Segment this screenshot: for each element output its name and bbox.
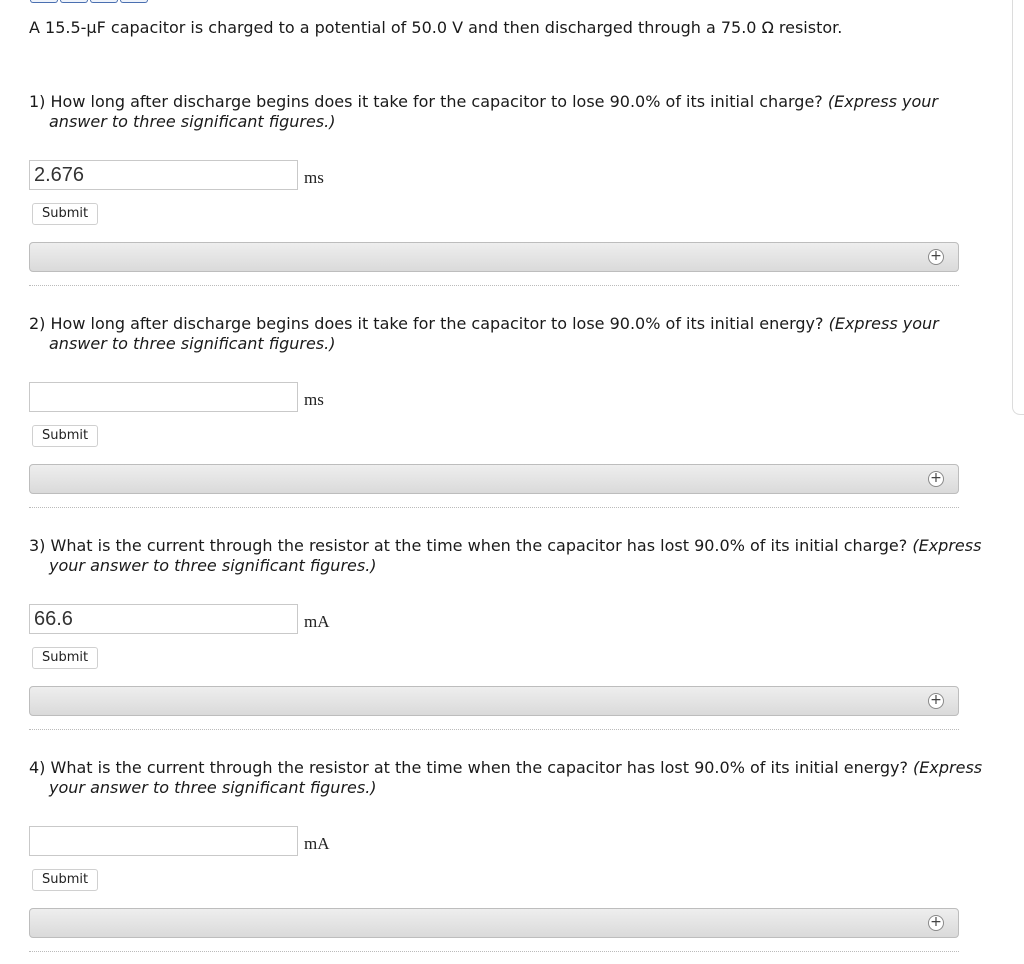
top-tab[interactable] [30, 0, 58, 3]
question-2 [0, 314, 1010, 536]
submit-button[interactable]: Submit [32, 869, 98, 891]
feedback-panel[interactable] [29, 686, 959, 716]
plus-circle-icon[interactable]: + [928, 915, 944, 931]
question-text [29, 92, 989, 132]
scrollbar-track[interactable] [1012, 0, 1024, 415]
question-hint: (Express your answer to three significant figures.) [49, 536, 982, 575]
question-prompt: 3) What is the current through the resistor at the time when the capacitor has lost 90.0% of its initial charge? [29, 536, 913, 555]
feedback-panel[interactable] [29, 242, 959, 272]
answer-input[interactable] [29, 604, 298, 634]
answer-input[interactable] [29, 826, 298, 856]
feedback-panel[interactable] [29, 464, 959, 494]
plus-circle-icon[interactable]: + [928, 693, 944, 709]
question-text [29, 758, 989, 798]
question-hint: (Express your answer to three significant figures.) [49, 314, 939, 353]
top-tab[interactable] [90, 0, 118, 3]
unit-label: ms [304, 168, 324, 187]
top-tab-strip [30, 0, 150, 3]
top-tab[interactable] [60, 0, 88, 3]
answer-input[interactable] [29, 382, 298, 412]
question-text [29, 314, 989, 354]
problem-statement: A 15.5-μF capacitor is charged to a potential of 50.0 V and then discharged through a 75.0 Ω resistor. [29, 18, 843, 37]
plus-circle-icon[interactable]: + [928, 471, 944, 487]
top-tab[interactable] [120, 0, 148, 3]
unit-label: mA [304, 834, 330, 853]
divider [29, 951, 959, 952]
question-hint: (Express your answer to three significant figures.) [49, 758, 983, 797]
plus-circle-icon[interactable]: + [928, 249, 944, 265]
question-1 [0, 92, 1010, 314]
question-hint: (Express your answer to three significant figures.) [49, 92, 939, 131]
unit-label: mA [304, 612, 330, 631]
question-4 [0, 758, 1010, 964]
submit-button[interactable]: Submit [32, 203, 98, 225]
question-3 [0, 536, 1010, 758]
question-prompt: 2) How long after discharge begins does it take for the capacitor to lose 90.0% of its initial energy? [29, 314, 829, 333]
question-prompt: 1) How long after discharge begins does it take for the capacitor to lose 90.0% of its initial charge? [29, 92, 828, 111]
divider [29, 285, 959, 286]
divider [29, 507, 959, 508]
question-text [29, 536, 989, 576]
submit-button[interactable]: Submit [32, 425, 98, 447]
divider [29, 729, 959, 730]
unit-label: ms [304, 390, 324, 409]
submit-button[interactable]: Submit [32, 647, 98, 669]
question-prompt: 4) What is the current through the resistor at the time when the capacitor has lost 90.0% of its initial energy? [29, 758, 914, 777]
answer-input[interactable] [29, 160, 298, 190]
feedback-panel[interactable] [29, 908, 959, 938]
